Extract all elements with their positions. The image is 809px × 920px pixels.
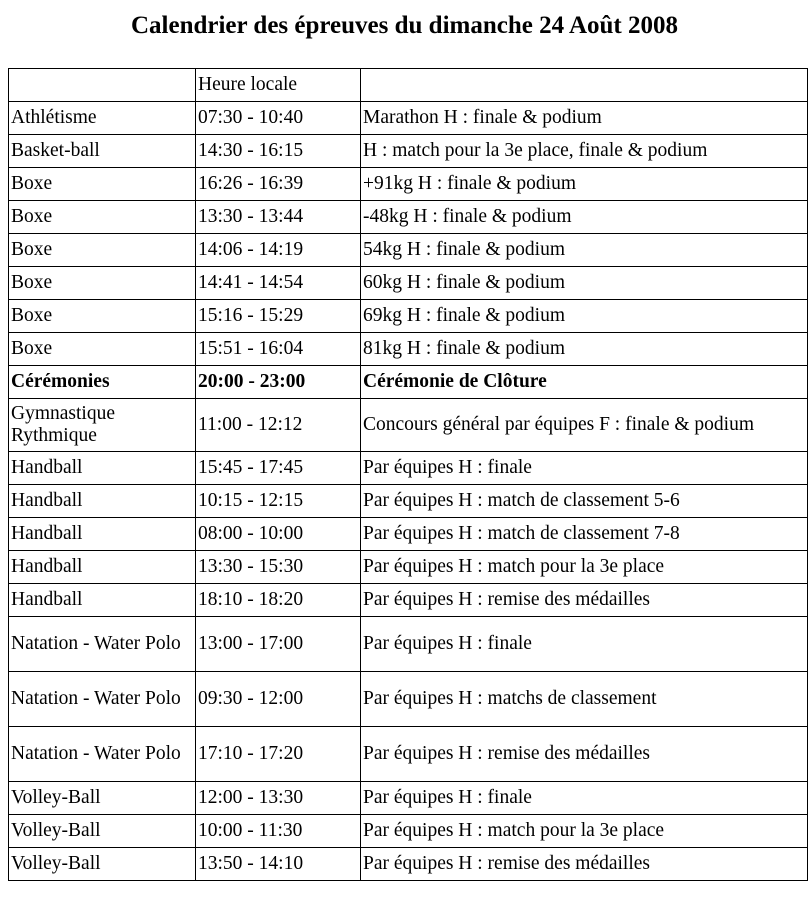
table-row [9,551,808,584]
event-cell: Par équipes H : remise des médailles [361,848,808,881]
time-cell: 11:00 - 12:12 [196,399,361,452]
sport-cell: Cérémonies [9,366,196,399]
event-cell: Par équipes H : finale [361,617,808,672]
time-cell: 10:15 - 12:15 [196,485,361,518]
time-cell: 14:06 - 14:19 [196,234,361,267]
time-cell: 20:00 - 23:00 [196,366,361,399]
event-cell: 81kg H : finale & podium [361,333,808,366]
time-cell: 13:00 - 17:00 [196,617,361,672]
time-cell: 14:41 - 14:54 [196,267,361,300]
page-title: Calendrier des épreuves du dimanche 24 Août 2008 [130,12,679,39]
sport-cell: Handball [9,518,196,551]
schedule-table [8,68,808,881]
sport-cell: Handball [9,485,196,518]
event-cell: 60kg H : finale & podium [361,267,808,300]
time-cell: 12:00 - 13:30 [196,782,361,815]
sport-cell: Handball [9,551,196,584]
table-row [9,300,808,333]
table-row [9,366,808,399]
event-cell: Marathon H : finale & podium [361,102,808,135]
sport-cell: Athlétisme [9,102,196,135]
table-row [9,267,808,300]
event-cell: 54kg H : finale & podium [361,234,808,267]
event-cell: +91kg H : finale & podium [361,168,808,201]
time-cell: 07:30 - 10:40 [196,102,361,135]
event-cell: Par équipes H : remise des médailles [361,584,808,617]
event-cell: Par équipes H : match de classement 5-6 [361,485,808,518]
table-row [9,333,808,366]
event-cell: Par équipes H : match pour la 3e place [361,815,808,848]
event-cell: Par équipes H : matchs de classement [361,672,808,727]
time-cell: 14:30 - 16:15 [196,135,361,168]
table-row [9,815,808,848]
sport-cell: Handball [9,452,196,485]
time-cell: 15:45 - 17:45 [196,452,361,485]
event-cell: Par équipes H : finale [361,452,808,485]
sport-cell: Natation - Water Polo [9,617,196,672]
event-cell: Par équipes H : remise des médailles [361,727,808,782]
time-cell: 13:30 - 13:44 [196,201,361,234]
event-cell: 69kg H : finale & podium [361,300,808,333]
event-cell: Par équipes H : match de classement 7-8 [361,518,808,551]
header-cell-time: Heure locale [196,69,361,102]
sport-cell: Boxe [9,168,196,201]
sport-cell: Boxe [9,333,196,366]
event-cell: -48kg H : finale & podium [361,201,808,234]
header-cell-event [361,69,808,102]
table-row [9,848,808,881]
time-cell: 16:26 - 16:39 [196,168,361,201]
table-row [9,234,808,267]
time-cell: 13:30 - 15:30 [196,551,361,584]
table-row [9,168,808,201]
table-row [9,201,808,234]
sport-cell: Natation - Water Polo [9,672,196,727]
event-cell: Concours général par équipes F : finale & podium [361,399,808,452]
sport-cell: Boxe [9,234,196,267]
time-cell: 15:51 - 16:04 [196,333,361,366]
time-cell: 17:10 - 17:20 [196,727,361,782]
header-cell-sport [9,69,196,102]
table-row [9,399,808,452]
time-cell: 09:30 - 12:00 [196,672,361,727]
table-row [9,485,808,518]
sport-cell: Gymnastique Rythmique [9,399,196,452]
sport-cell: Handball [9,584,196,617]
table-row [9,102,808,135]
time-cell: 18:10 - 18:20 [196,584,361,617]
table-row [9,452,808,485]
event-cell: Par équipes H : finale [361,782,808,815]
time-cell: 10:00 - 11:30 [196,815,361,848]
sport-cell: Natation - Water Polo [9,727,196,782]
sport-cell: Basket-ball [9,135,196,168]
table-row [9,782,808,815]
sport-cell: Volley-Ball [9,848,196,881]
table-header-row [9,69,808,102]
table-row [9,617,808,672]
table-row [9,727,808,782]
table-row [9,135,808,168]
table-row [9,672,808,727]
table-row [9,584,808,617]
sport-cell: Boxe [9,300,196,333]
event-cell: Cérémonie de Clôture [361,366,808,399]
sport-cell: Boxe [9,267,196,300]
sport-cell: Volley-Ball [9,782,196,815]
sport-cell: Boxe [9,201,196,234]
time-cell: 08:00 - 10:00 [196,518,361,551]
time-cell: 15:16 - 15:29 [196,300,361,333]
sport-cell: Volley-Ball [9,815,196,848]
schedule-table-body [9,69,808,881]
table-row [9,518,808,551]
event-cell: H : match pour la 3e place, finale & podium [361,135,808,168]
time-cell: 13:50 - 14:10 [196,848,361,881]
event-cell: Par équipes H : match pour la 3e place [361,551,808,584]
